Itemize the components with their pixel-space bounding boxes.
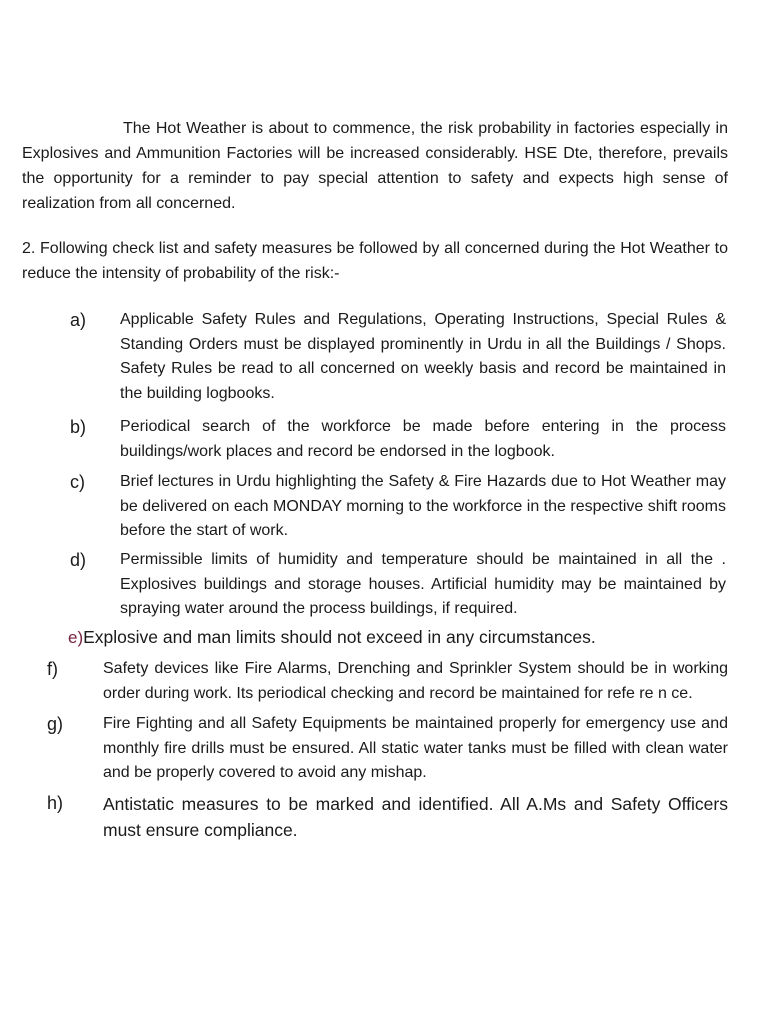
item-text: Periodical search of the workforce be made before entering in the process buildings/work places and record be endorsed in the logbook.: [120, 418, 726, 460]
intro-paragraph: The Hot Weather is about to commence, the risk probability in factories especially in Explosives and Ammunition Factories will be increased considerably. HSE Dte, therefore, prevails the opportunity for a reminder to pay special attention to safety and expects high sense of realization from all concerned.: [22, 120, 728, 212]
item-text: Safety devices like Fire Alarms, Drenching and Sprinkler System should be in working order during work. Its periodical checking and record be maintained for refe re n ce.: [103, 660, 728, 702]
item-text: Brief lectures in Urdu highlighting the Safety & Fire Hazards due to Hot Weather may be delivered on each MONDAY morning to the workforce in the respective shift rooms before the start of work.: [120, 473, 726, 539]
item-marker: h): [47, 793, 64, 813]
item-text: Permissible limits of humidity and temperature should be maintained in all the . Explosives buildings and storage houses. Artificial humidity may be maintained by spraying water around the process buildings, if required.: [120, 551, 726, 617]
item-marker: f): [47, 659, 58, 679]
item-text: Antistatic measures to be marked and identified. All A.Ms and Safety Officers must ensure compliance.: [103, 794, 728, 840]
item-marker: b): [70, 417, 87, 437]
paragraph-two: 2. Following check list and safety measures be followed by all concerned during the Hot Weather to reduce the intensity of probability of the risk:-: [22, 240, 728, 282]
checklist-item-e: [68, 625, 728, 650]
item-marker: g): [47, 714, 64, 734]
item-marker: d): [70, 550, 87, 570]
item-text: Applicable Safety Rules and Regulations, Operating Instructions, Special Rules & Standing Orders must be displayed prominently in Urdu in all the Buildings / Shops. Safety Rules be read to all concerned on weekly basis and record be maintained in the building logbooks.: [120, 311, 726, 402]
item-marker: a): [70, 310, 87, 330]
item-marker: c): [70, 472, 85, 492]
item-marker: e): [68, 628, 84, 647]
item-text: Fire Fighting and all Safety Equipments be maintained properly for emergency use and monthly fire drills must be ensured. All static water tanks must be filled with clean water and be properly covered to avoid any mishap.: [103, 715, 728, 781]
item-text: Explosive and man limits should not exceed in any circumstances.: [83, 627, 596, 647]
